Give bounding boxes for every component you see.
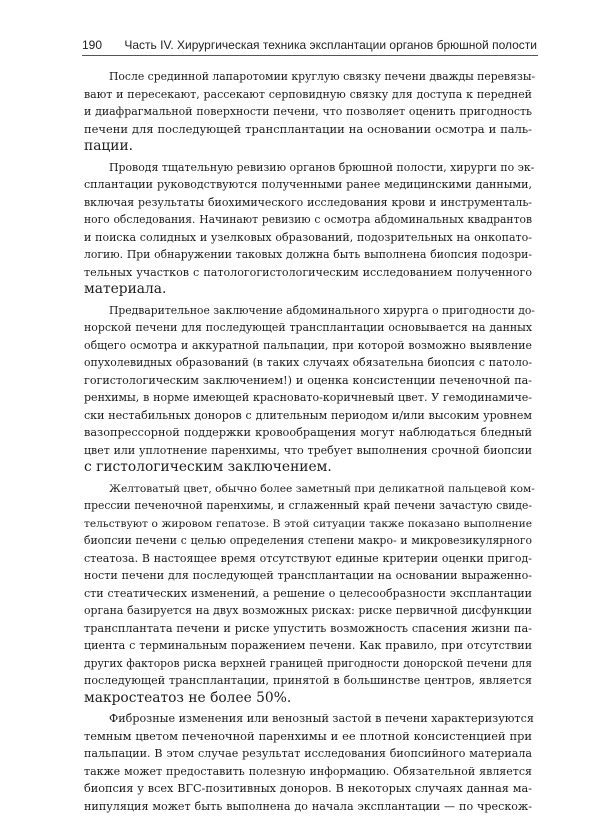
text-line: также может предоставить полезную информацию. Обязательной является <box>84 764 532 778</box>
text-line: тельных участков с патологогистологическим исследованием полученного <box>84 265 532 279</box>
text-line: гогистологическим заключением!) и оценка консистенции печеночной па- <box>84 373 532 387</box>
text-line: биопсии печени с целью определения степени макро- и микровезикулярного <box>84 534 532 547</box>
text-line: с гистологическим заключением. <box>84 459 332 475</box>
running-header <box>82 31 538 56</box>
text-line: вают и пересекают, рассекают серповидную связку для доступа к передней <box>84 87 532 101</box>
text-line: вазопрессорной поддержки кровообращения могут наблюдаться бледный <box>84 426 532 439</box>
text-line: нипуляция может быть выполнена до начала эксплантации — по чрескож- <box>84 799 532 813</box>
running-title: Часть IV. Хирургическая техника эксплантации органов брюшной полости <box>124 38 537 52</box>
text-line: После срединной лапаротомии круглую связку печени дважды перевязы- <box>109 70 536 83</box>
text-line: и диафрагмальной поверхности печени, что позволяет оценить пригодность <box>84 105 532 118</box>
text-line: норской печени для последующей трансплантации основывается на данных <box>84 321 532 334</box>
text-line: Предварительное заключение абдоминального хирурга о пригодности до- <box>109 303 535 317</box>
text-line: ски нестабильных доноров с длительным периодом и/или высоким уровнем <box>84 408 532 422</box>
text-line: органа базируется на двух возможных рисках: риске первичной дисфункции <box>84 604 532 617</box>
text-line: биопсия у всех ВГС-позитивных доноров. В некоторых случаях данная ма- <box>84 782 532 795</box>
page-number: 190 <box>82 38 103 52</box>
text-line: опухолевидных образований (в таких случаях обязательна биопсия с патоло- <box>84 356 532 369</box>
text-line: материала. <box>84 281 167 297</box>
text-line: Проводя тщательную ревизию органов брюшной полости, хирурги по эк- <box>109 160 535 174</box>
text-line: стеатоза. В настоящее время отсутствуют единые критерии оценки пригод- <box>84 551 532 565</box>
text-line: логию. При обнаружении таковых должна быть выполнена биопсия подозри- <box>84 248 532 261</box>
text-line: Фиброзные изменения или венозный застой в печени характеризуются <box>109 712 534 725</box>
text-line: и поиска солидных и узелковых образований, подозрительных на онкопато- <box>84 230 532 244</box>
paragraph <box>84 710 532 815</box>
paragraph <box>84 68 536 156</box>
text-line: последующей трансплантации, принятой в большинстве центров, является <box>84 674 532 687</box>
paragraph <box>84 480 535 708</box>
text-line: сти стеатических изменений, а решение о целесообразности эксплантации <box>84 586 532 600</box>
text-line: ности печени для последующей трансплантации на основании выраженно- <box>84 569 532 582</box>
text-line: пальпации. В этом случае результат исследования биопсийного материала <box>84 747 532 760</box>
text-line: макростеатоз не более 50%. <box>84 689 292 706</box>
body-text <box>84 68 536 818</box>
text-line: цвет или уплотнение паренхимы, что требует выполнения срочной биопсии <box>84 443 532 457</box>
paragraph <box>84 159 535 299</box>
text-line: прессии печеночной паренхимы, и сглаженный край печени зачастую свиде- <box>84 499 532 512</box>
text-line: печени для последующей трансплантации на основании осмотра и паль- <box>84 121 532 136</box>
text-line: Желтоватый цвет, обычно более заметный при деликатной пальцевой ком- <box>109 481 535 495</box>
text-line: пации. <box>84 138 134 154</box>
paragraph <box>84 302 535 477</box>
text-line: тельствуют о жировом гепатозе. В этой ситуации также показано выполнение <box>84 516 532 530</box>
text-line: темным цветом печеночной паренхимы и ее плотной консистенцией при <box>84 728 532 743</box>
text-line: включая результаты биохимического исследования крови и инструменталь- <box>84 195 532 209</box>
text-line: других факторов риска верхней границей пригодности донорской печени для <box>84 656 532 670</box>
text-line: общего осмотра и аккуратной пальпации, при которой возможно выявление <box>84 338 532 352</box>
text-line: ного обследования. Начинают ревизию с осмотра абдоминальных квадрантов <box>84 213 532 226</box>
text-line: сплантации руководствуются полученными ранее медицинскими данными, <box>84 178 532 191</box>
text-line: ренхимы, в норме имеющей красновато-коричневый цвет. У гемодинамиче- <box>84 391 532 404</box>
text-line: циента с терминальным поражением печени. Как правило, при отсутствии <box>84 639 532 652</box>
text-line: трансплантата печени и риске упустить возможность спасения жизни па- <box>84 621 532 635</box>
